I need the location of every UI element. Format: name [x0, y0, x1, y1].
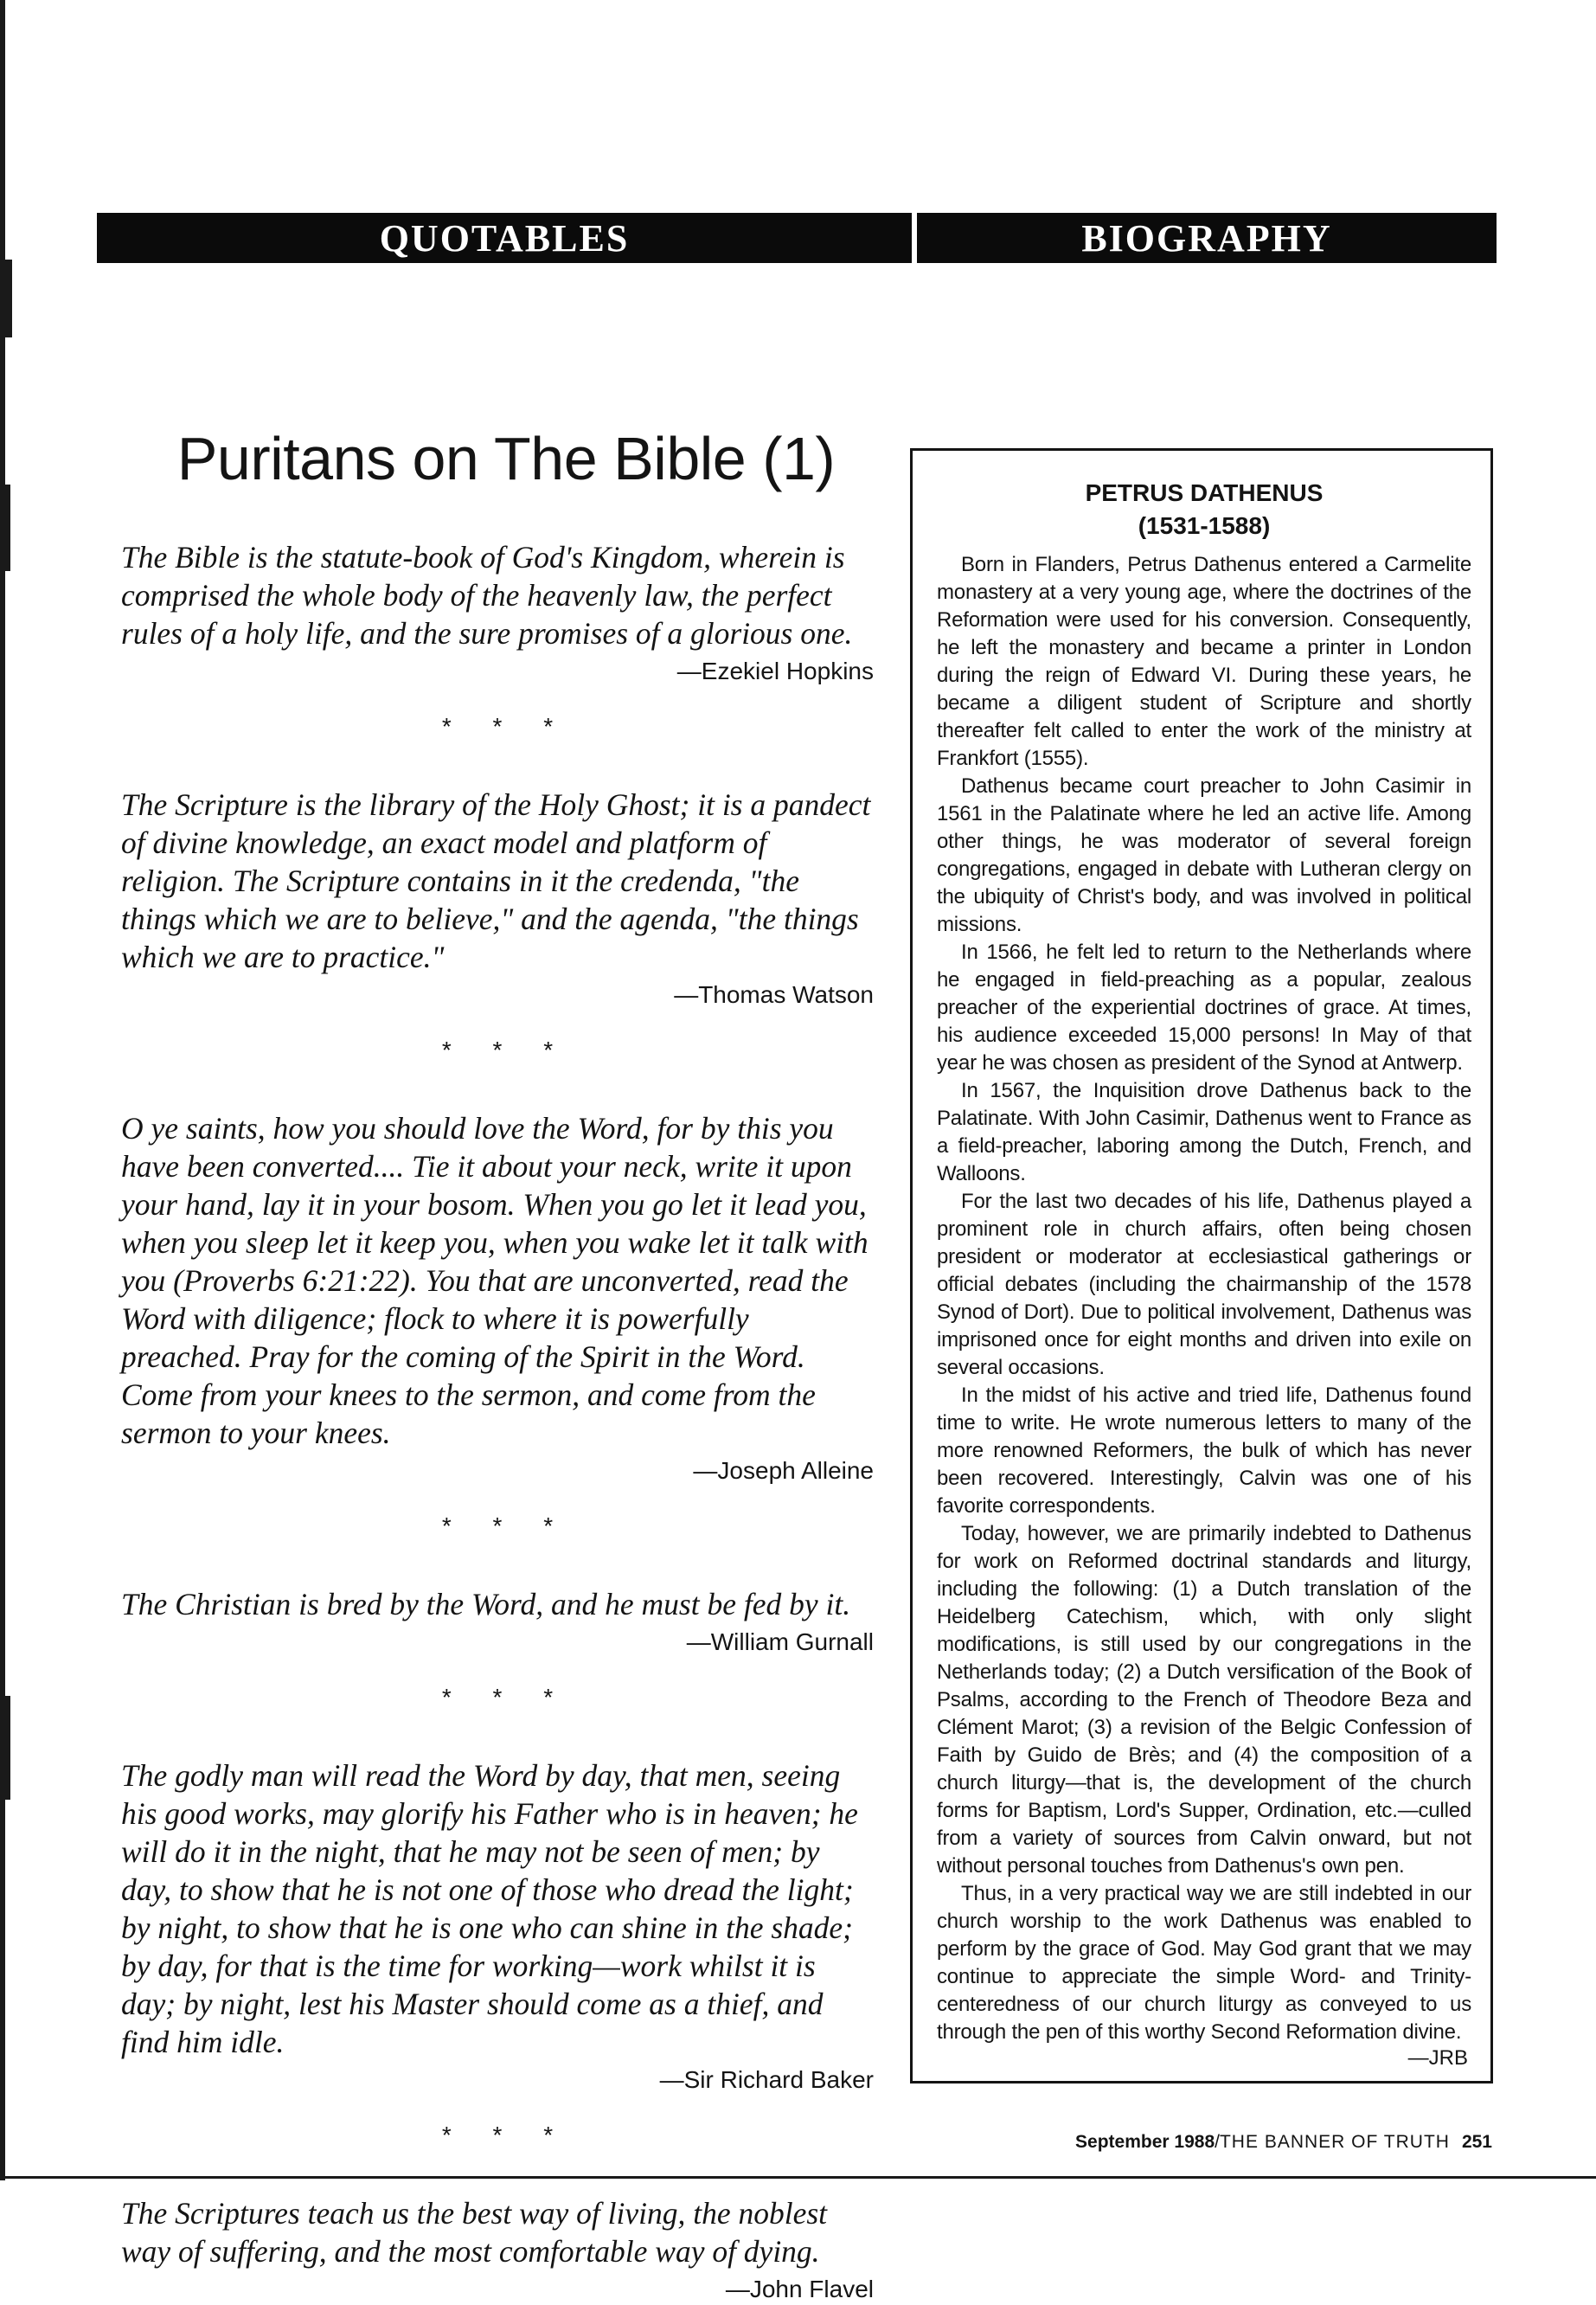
bio-name: PETRUS DATHENUS [1085, 479, 1324, 506]
quote-author: —Sir Richard Baker [659, 2066, 874, 2093]
quote-block [121, 538, 874, 687]
footer-issue-date: September 1988 [1075, 2132, 1215, 2152]
quotables-header [97, 213, 912, 263]
quote-block [121, 1756, 874, 2096]
biography-header-label: BIOGRAPHY [1081, 216, 1332, 260]
quote-separator: * * * [441, 1037, 571, 1063]
scan-edge-notch [0, 260, 12, 337]
biography-header [917, 213, 1497, 263]
quote-text: The Bible is the statute-book of God's Kingdom, wherein is comprised the whole body of the heavenly law, the perfect rules of a holy life, and the sure promises of a glorious one. [121, 540, 853, 651]
quote-separator: * * * [441, 2122, 571, 2148]
scan-edge-notch [0, 485, 10, 571]
quotables-title: Puritans on The Bible (1) [176, 425, 836, 492]
quote-block [121, 1109, 874, 1486]
biography-box [910, 448, 1493, 2083]
quote-block [121, 786, 874, 1011]
footer-page-number: 251 [1461, 2132, 1492, 2152]
bio-paragraph: Today, however, we are primarily indebted to Dathenus for work on Reformed doctrinal standards and liturgy, including the following: (1) a Dutch translation of the Heidelberg Catechism, which, with only slight modifications, is still used by our congregations in the Netherlands today; (2) a Dutch versification of the Book of Psalms, according to the French of Theodore Beza and Clément Marot; (3) a revision of the Belgic Confession of Faith by Guido de Brès; and (4) the composition of a church liturgy—that is, the development of the church forms for Baptism, Lord's Supper, Ordination, etc.—culled from a variety of sources from Calvin onward, but not without personal touches from Dathenus's own pen. [937, 1522, 1471, 1878]
quote-block [121, 1585, 874, 1658]
bio-author-initials: —JRB [1407, 2046, 1468, 2070]
quote-separator: * * * [441, 1512, 571, 1539]
bio-paragraph: For the last two decades of his life, Dathenus played a prominent role in church affairs, often being chosen president or moderator at ecclesiastical gatherings or official debates (including the chairmanship of the 1578 Synod of Dort). Due to political involvement, Dathenus was imprisoned once for eight months and driven into exile on several occasions. [937, 1190, 1471, 1379]
quote-text: The godly man will read the Word by day, that men, seeing his good works, may glorify his Father who is in heaven; he will do it in the night, that he may not be seen of men; by day, to show that he is not one of those who dread the light; by night, to show that he is one who can shine in the shade; by day, for that is the time for working—work whilst it is day; by night, lest his Master should come as a thief, and find him idle. [121, 1758, 858, 2059]
footer-slash: / [1215, 2132, 1220, 2152]
quote-block [121, 2194, 874, 2305]
bio-paragraph: Thus, in a very practical way we are still indebted in our church worship to the work Dathenus was enabled to perform by the grace of God. May God grant that we may continue to appreciate the simple Word- and Trinity-centeredness of our church liturgy as conveyed to us through the pen of this worthy Second Reformation divine. [937, 1882, 1471, 2044]
quote-author: —Ezekiel Hopkins [676, 658, 874, 684]
quote-text: The Scriptures teach us the best way of living, the noblest way of suffering, and the most comfortable way of dying. [121, 2196, 828, 2269]
bio-paragraph: Dathenus became court preacher to John Casimir in 1561 in the Palatinate where he led an active life. Among other things, he was moderator of several foreign congregations, engaged in debate with Lutheran clergy on the ubiquity of Christ's body, and was involved in political missions. [937, 774, 1471, 936]
quote-text: O ye saints, how you should love the Word, for by this you have been converted.... Tie it about your neck, write it upon your hand, lay it in your bosom. When you go let it lead you, when you sleep let it keep you, when you wake let it talk with you (Proverbs 6:21:22). You that are unconverted, read the Word with diligence; flock to where it is powerfully preached. Pray for the coming of the Spirit in the Word. Come from your knees to the sermon, and come from the sermon to your knees. [121, 1111, 869, 1450]
quote-author: —John Flavel [725, 2276, 874, 2302]
quotables-header-label: QUOTABLES [379, 216, 630, 260]
quote-separator: * * * [441, 713, 571, 740]
quotables-column [121, 424, 874, 2305]
bio-paragraph: In 1566, he felt led to return to the Netherlands where he engaged in field-preaching as a popular, zealous preacher of the experiential doctrines of grace. At times, his audience exceeded 15,000 persons! In May of that year he was chosen as president of the Synod at Antwerp. [937, 941, 1471, 1075]
footer-magazine-name: THE BANNER OF TRUTH [1219, 2132, 1450, 2152]
quote-author: —William Gurnall [686, 1628, 874, 1655]
quote-author: —Joseph Alleine [693, 1457, 874, 1484]
quote-author: —Thomas Watson [674, 981, 874, 1008]
bio-paragraph: In the midst of his active and tried life, Dathenus found time to write. He wrote numerous letters to many of the more renowned Reformers, the bulk of which has never been recovered. Interestingly, Calvin was one of his favorite correspondents. [937, 1384, 1471, 1518]
bio-dates: (1531-1588) [1138, 512, 1271, 539]
page-footer [1075, 2132, 1492, 2153]
bio-paragraph: In 1567, the Inquisition drove Dathenus back to the Palatinate. With John Casimir, Dathenus went to France as a field-preacher, laboring among the Dutch, French, and Walloons. [937, 1079, 1471, 1185]
scan-edge-notch [0, 1696, 10, 1800]
bio-paragraph: Born in Flanders, Petrus Dathenus entered a Carmelite monastery at a very young age, where the doctrines of the Reformation were used for his conversion. Consequently, he left the monastery and became a printer in London during the reign of Edward VI. During these years, he became a diligent student of Scripture and shortly thereafter felt called to enter the work of the ministry at Frankfort (1555). [937, 553, 1471, 770]
quote-text: The Christian is bred by the Word, and he must be fed by it. [121, 1587, 851, 1621]
quote-separator: * * * [441, 1684, 571, 1711]
quote-text: The Scripture is the library of the Holy Ghost; it is a pandect of divine knowledge, an exact model and platform of religion. The Scripture contains in it the credenda, "the things which we are to believe," and the agenda, "the things which we are to practice." [121, 787, 871, 974]
